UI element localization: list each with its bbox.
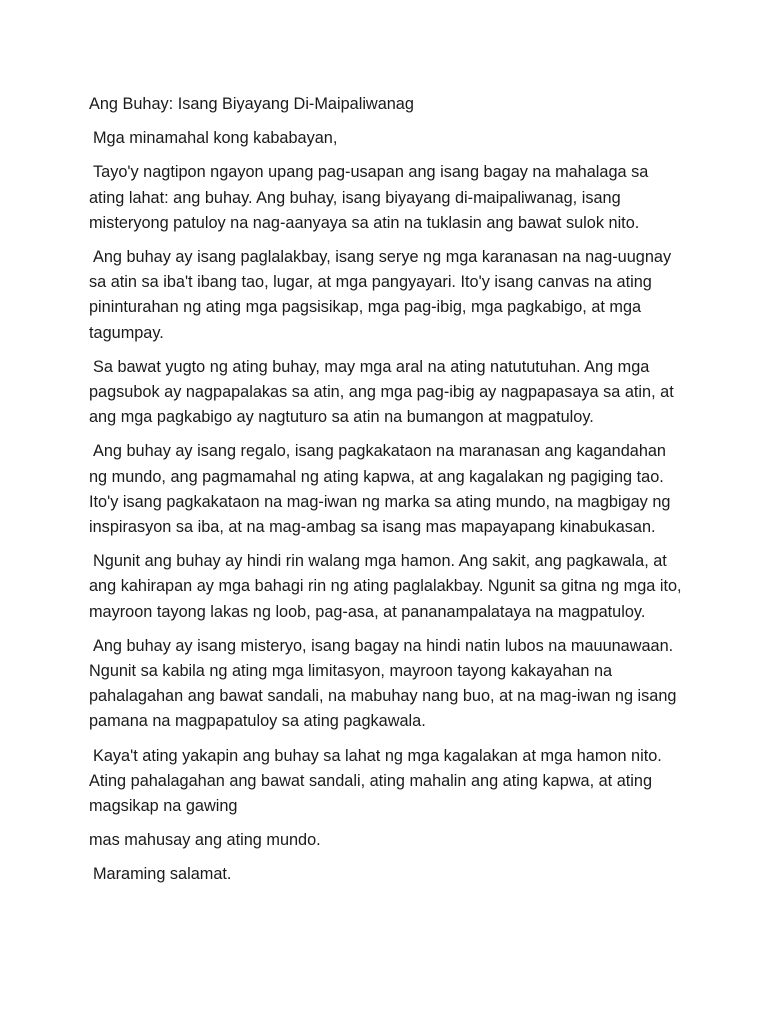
closing: Maraming salamat. <box>93 865 232 884</box>
paragraph: Ang buhay ay isang misteryo, isang bagay na hindi natin lubos na mauunawaan. Ngunit sa kabila ng ating mga limitasyon, mayroon tayong kakayahan na pahalagahan ang bawat sandali, na mabuhay nang buo, at na mag-iwan ng isang pamana na magpapatuloy sa ating pagkawala. <box>89 636 677 731</box>
paragraph-continuation: mas mahusay ang ating mundo. <box>89 831 321 850</box>
paragraph: Kaya't ating yakapin ang buhay sa lahat ng mga kagalakan at mga hamon nito. Ating pahalagahan ang bawat sandali, ating mahalin ang ating kapwa, at ating magsikap na gawing <box>89 746 662 816</box>
paragraph: Ang buhay ay isang paglalakbay, isang serye ng mga karanasan na nag-uugnay sa atin sa iba't ibang tao, lugar, at mga pangyayari. Ito'y isang canvas na ating pininturahan ng ating mga pagsisikap, mga pag-ibig, mga pagkabigo, at mga tagumpay. <box>89 248 672 342</box>
paragraph: Ngunit ang buhay ay hindi rin walang mga hamon. Ang sakit, ang pagkawala, at ang kahirapan ay mga bahagi rin ng ating paglalakbay. Ngunit sa gitna ng mga ito, mayroon tayong lakas ng loob, pag-asa, at pananampalataya na magpatuloy. <box>89 552 682 621</box>
paragraph: Sa bawat yugto ng ating buhay, may mga aral na ating natututuhan. Ang mga pagsubok ay nagpapalakas sa atin, ang mga pag-ibig ay nagpapasaya sa atin, at ang mga pagkabigo ay nagtuturo sa atin na bumangon at magpatuloy. <box>89 357 674 427</box>
paragraph: Ang buhay ay isang regalo, isang pagkakataon na maranasan ang kagandahan ng mundo, ang pagmamahal ng ating kapwa, at ang kagalakan ng pagiging tao. Ito'y isang pagkakataon na mag-iwan ng marka sa ating mundo, na magbigay ng inspirasyon sa iba, at na mag-ambag sa isang mas mapayapang kinabukasan. <box>89 442 671 537</box>
salutation: Mga minamahal kong kababayan, <box>93 129 338 148</box>
document-body <box>89 92 684 897</box>
paragraph: Tayo'y nagtipon ngayon upang pag-usapan ang isang bagay na mahalaga sa ating lahat: ang buhay. Ang buhay, isang biyayang di-maipaliwanag, isang misteryong patuloy na nag-aanyaya sa atin na tuklasin ang bawat sulok nito. <box>89 163 649 232</box>
document-title: Ang Buhay: Isang Biyayang Di-Maipaliwanag <box>89 95 414 113</box>
